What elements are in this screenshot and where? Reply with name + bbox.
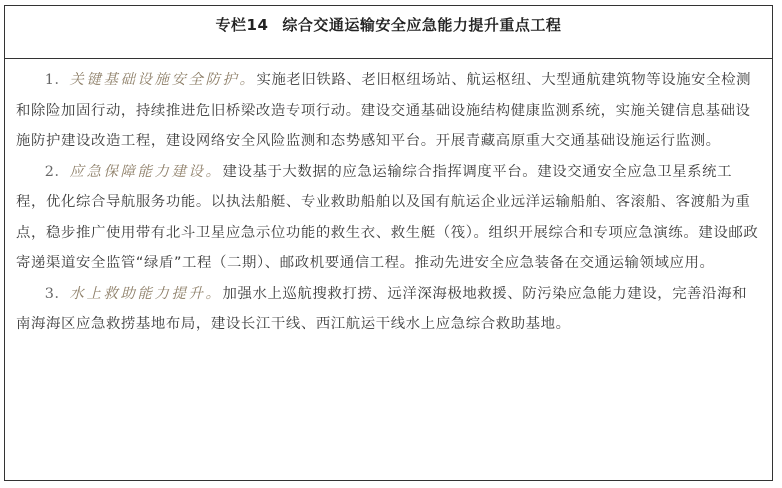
item-number: 2． xyxy=(44,163,70,180)
item-number: 1． xyxy=(44,72,70,88)
item-heading: 关键基础设施安全防护。 xyxy=(69,72,257,88)
item-body: 实施老旧铁路、老旧枢纽场站、航运枢纽、大型通航建筑物等设施安全检测和除险加固行动，持续推进危旧桥梁改造专项行动。建设交通基础设施结构健康监测系统，实施关键信息基础设施防护建设改造工程，建设网络安全风险监测和态势感知平台。开展青藏高原重大交通基础设施运行监测。 xyxy=(16,72,752,149)
item-heading: 应急保障能力建设。 xyxy=(69,163,223,180)
column-title xyxy=(216,16,562,34)
item-paragraph-2 xyxy=(16,157,761,279)
column-title-text: 综合交通运输安全应急能力提升重点工程 xyxy=(282,16,562,34)
item-paragraph-3 xyxy=(16,279,761,340)
column-header xyxy=(5,6,772,59)
column-box xyxy=(4,5,773,481)
column-body xyxy=(5,59,772,340)
item-body: 建设基于大数据的应急运输综合指挥调度平台。建设交通安全应急卫星系统工程，优化综合导航服务功能。以执法船艇、专业救助船舶以及国有航运企业远洋运输船舶、客滚船、客渡船为重点，稳步推广使用带有北斗卫星应急示位功能的救生衣、救生艇（筏）。组织开展综合和专项应急演练。建设邮政寄递渠道安全监管“绿盾”工程（二期）、邮政机要通信工程。推动先进安全应急装备在交通运输领域应用。 xyxy=(16,163,759,271)
column-label: 专栏14 xyxy=(215,16,269,34)
item-heading: 水上救助能力提升。 xyxy=(69,285,223,302)
item-body: 加强水上巡航搜救打捞、远洋深海极地救援、防污染应急能力建设，完善沿海和南海海区应急救捞基地布局，建设长江干线、西江航运干线水上应急综合救助基地。 xyxy=(16,285,748,332)
item-paragraph-1 xyxy=(16,65,761,157)
item-number: 3． xyxy=(44,285,70,302)
